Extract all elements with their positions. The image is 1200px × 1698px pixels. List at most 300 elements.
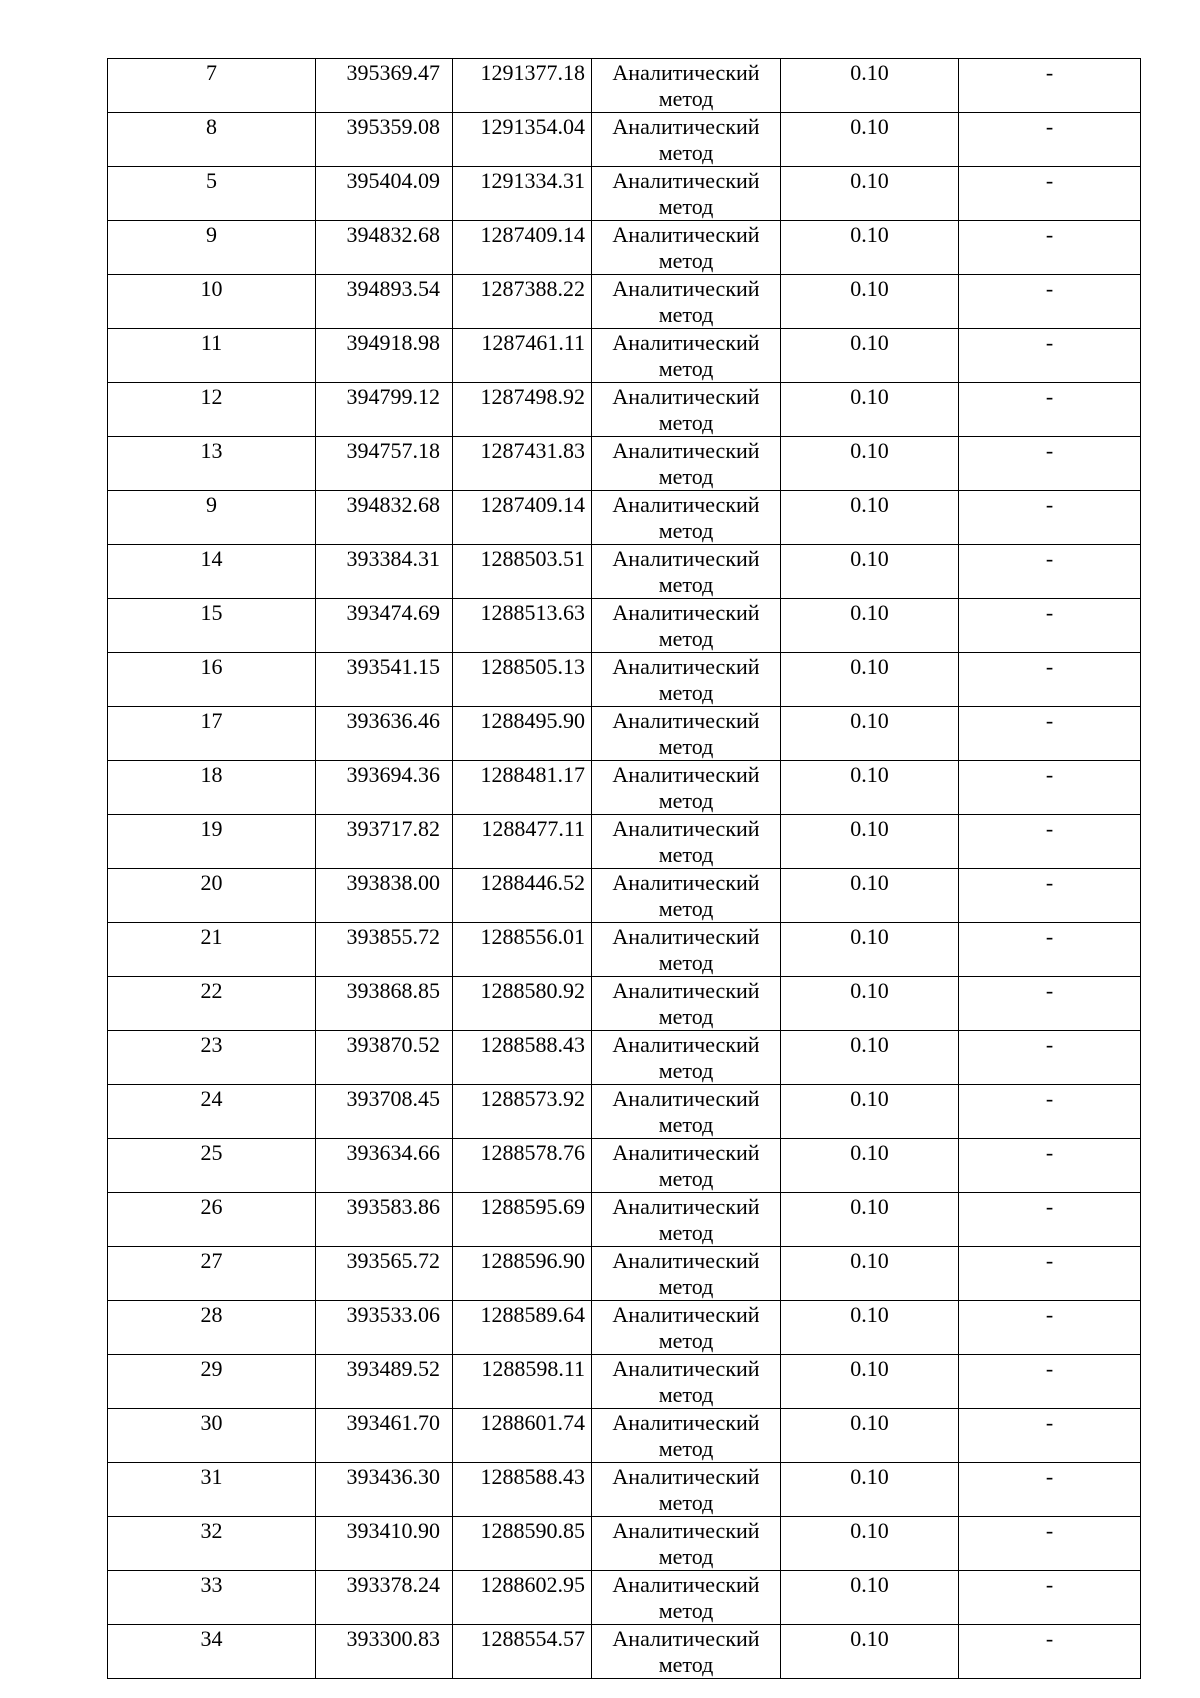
method-cell-text: Аналитический метод	[612, 1464, 760, 1515]
x-coordinate-cell-text: 395359.08	[346, 114, 440, 139]
x-coordinate-cell-text: 394757.18	[346, 438, 440, 463]
method-cell-text: Аналитический метод	[612, 978, 760, 1029]
description-cell-text: -	[1045, 1626, 1054, 1651]
point-number-cell-text: 9	[206, 492, 217, 517]
description-cell	[959, 869, 1141, 923]
description-cell-text: -	[1045, 1086, 1054, 1111]
method-cell	[592, 491, 781, 545]
point-number-cell	[108, 167, 316, 221]
description-cell-text: -	[1045, 492, 1054, 517]
x-coordinate-cell	[316, 1355, 453, 1409]
y-coordinate-cell-text: 1288573.92	[480, 1086, 585, 1111]
accuracy-cell-text: 0.10	[850, 816, 889, 841]
accuracy-cell	[781, 1247, 959, 1301]
accuracy-cell	[781, 329, 959, 383]
x-coordinate-cell-text: 395369.47	[346, 60, 440, 85]
accuracy-cell-text: 0.10	[850, 384, 889, 409]
description-cell-text: -	[1045, 114, 1054, 139]
description-cell	[959, 113, 1141, 167]
point-number-cell	[108, 1085, 316, 1139]
method-cell	[592, 1463, 781, 1517]
description-cell-text: -	[1045, 1032, 1054, 1057]
method-cell	[592, 1139, 781, 1193]
x-coordinate-cell	[316, 653, 453, 707]
accuracy-cell	[781, 167, 959, 221]
y-coordinate-cell	[453, 1085, 592, 1139]
x-coordinate-cell-text: 394799.12	[346, 384, 440, 409]
point-number-cell-text: 12	[200, 384, 223, 409]
point-number-cell-text: 15	[200, 600, 223, 625]
table-row	[108, 1301, 1141, 1355]
table-row	[108, 491, 1141, 545]
method-cell-text: Аналитический метод	[612, 1086, 760, 1137]
method-cell	[592, 59, 781, 113]
accuracy-cell	[781, 653, 959, 707]
table-row	[108, 545, 1141, 599]
x-coordinate-cell	[316, 869, 453, 923]
table-row	[108, 1409, 1141, 1463]
description-cell-text: -	[1045, 222, 1054, 247]
accuracy-cell-text: 0.10	[850, 1248, 889, 1273]
table-row	[108, 275, 1141, 329]
accuracy-cell-text: 0.10	[850, 978, 889, 1003]
method-cell-text: Аналитический метод	[612, 1248, 760, 1299]
point-number-cell	[108, 1409, 316, 1463]
method-cell-text: Аналитический метод	[612, 222, 760, 273]
y-coordinate-cell	[453, 1571, 592, 1625]
accuracy-cell	[781, 491, 959, 545]
point-number-cell-text: 31	[200, 1464, 223, 1489]
x-coordinate-cell-text: 394832.68	[346, 492, 440, 517]
point-number-cell	[108, 815, 316, 869]
table-row	[108, 869, 1141, 923]
point-number-cell-text: 8	[206, 114, 217, 139]
y-coordinate-cell	[453, 923, 592, 977]
method-cell-text: Аналитический метод	[612, 1032, 760, 1083]
y-coordinate-cell-text: 1288598.11	[481, 1356, 585, 1381]
accuracy-cell-text: 0.10	[850, 546, 889, 571]
x-coordinate-cell	[316, 1517, 453, 1571]
x-coordinate-cell	[316, 599, 453, 653]
x-coordinate-cell-text: 393533.06	[346, 1302, 440, 1327]
y-coordinate-cell-text: 1288590.85	[480, 1518, 585, 1543]
accuracy-cell	[781, 707, 959, 761]
table-row	[108, 1355, 1141, 1409]
y-coordinate-cell	[453, 869, 592, 923]
accuracy-cell	[781, 923, 959, 977]
description-cell	[959, 707, 1141, 761]
point-number-cell-text: 24	[200, 1086, 223, 1111]
point-number-cell	[108, 1247, 316, 1301]
method-cell-text: Аналитический метод	[612, 276, 760, 327]
description-cell-text: -	[1045, 600, 1054, 625]
accuracy-cell-text: 0.10	[850, 330, 889, 355]
x-coordinate-cell	[316, 275, 453, 329]
method-cell-text: Аналитический метод	[612, 870, 760, 921]
description-cell	[959, 1625, 1141, 1679]
accuracy-cell	[781, 383, 959, 437]
x-coordinate-cell	[316, 1301, 453, 1355]
x-coordinate-cell-text: 393708.45	[346, 1086, 440, 1111]
accuracy-cell-text: 0.10	[850, 708, 889, 733]
accuracy-cell-text: 0.10	[850, 1464, 889, 1489]
method-cell-text: Аналитический метод	[612, 492, 760, 543]
point-number-cell-text: 18	[200, 762, 223, 787]
y-coordinate-cell-text: 1288588.43	[480, 1032, 585, 1057]
table-row	[108, 383, 1141, 437]
y-coordinate-cell-text: 1288554.57	[480, 1626, 585, 1651]
accuracy-cell	[781, 869, 959, 923]
description-cell	[959, 761, 1141, 815]
table-row	[108, 113, 1141, 167]
method-cell-text: Аналитический метод	[612, 546, 760, 597]
table-row	[108, 653, 1141, 707]
method-cell-text: Аналитический метод	[612, 168, 760, 219]
method-cell-text: Аналитический метод	[612, 762, 760, 813]
point-number-cell	[108, 761, 316, 815]
method-cell	[592, 1031, 781, 1085]
point-number-cell-text: 13	[200, 438, 223, 463]
x-coordinate-cell	[316, 221, 453, 275]
y-coordinate-cell	[453, 1463, 592, 1517]
accuracy-cell	[781, 545, 959, 599]
point-number-cell	[108, 1517, 316, 1571]
x-coordinate-cell-text: 393855.72	[346, 924, 440, 949]
method-cell-text: Аналитический метод	[612, 924, 760, 975]
point-number-cell-text: 23	[200, 1032, 223, 1057]
x-coordinate-cell	[316, 761, 453, 815]
method-cell-text: Аналитический метод	[612, 114, 760, 165]
point-number-cell-text: 25	[200, 1140, 223, 1165]
accuracy-cell	[781, 437, 959, 491]
y-coordinate-cell	[453, 977, 592, 1031]
description-cell-text: -	[1045, 1302, 1054, 1327]
x-coordinate-cell	[316, 329, 453, 383]
accuracy-cell	[781, 761, 959, 815]
x-coordinate-cell	[316, 977, 453, 1031]
point-number-cell-text: 28	[200, 1302, 223, 1327]
y-coordinate-cell-text: 1288602.95	[480, 1572, 585, 1597]
y-coordinate-cell-text: 1288505.13	[480, 654, 585, 679]
x-coordinate-cell-text: 393583.86	[346, 1194, 440, 1219]
method-cell	[592, 1409, 781, 1463]
accuracy-cell-text: 0.10	[850, 924, 889, 949]
method-cell	[592, 1571, 781, 1625]
method-cell	[592, 707, 781, 761]
method-cell-text: Аналитический метод	[612, 384, 760, 435]
accuracy-cell-text: 0.10	[850, 1140, 889, 1165]
y-coordinate-cell	[453, 599, 592, 653]
method-cell-text: Аналитический метод	[612, 1626, 760, 1677]
table-row	[108, 1517, 1141, 1571]
x-coordinate-cell	[316, 491, 453, 545]
point-number-cell	[108, 1355, 316, 1409]
description-cell	[959, 923, 1141, 977]
description-cell-text: -	[1045, 816, 1054, 841]
y-coordinate-cell	[453, 761, 592, 815]
method-cell	[592, 1193, 781, 1247]
y-coordinate-cell-text: 1287409.14	[480, 492, 585, 517]
description-cell	[959, 437, 1141, 491]
description-cell-text: -	[1045, 276, 1054, 301]
y-coordinate-cell-text: 1288513.63	[480, 600, 585, 625]
description-cell-text: -	[1045, 870, 1054, 895]
y-coordinate-cell	[453, 707, 592, 761]
accuracy-cell	[781, 1193, 959, 1247]
method-cell	[592, 1517, 781, 1571]
x-coordinate-cell	[316, 1409, 453, 1463]
y-coordinate-cell-text: 1287431.83	[480, 438, 585, 463]
y-coordinate-cell-text: 1288580.92	[480, 978, 585, 1003]
description-cell-text: -	[1045, 60, 1054, 85]
y-coordinate-cell-text: 1291377.18	[480, 60, 585, 85]
point-number-cell	[108, 1031, 316, 1085]
x-coordinate-cell	[316, 383, 453, 437]
table-row	[108, 59, 1141, 113]
x-coordinate-cell	[316, 815, 453, 869]
description-cell	[959, 1031, 1141, 1085]
y-coordinate-cell	[453, 1355, 592, 1409]
table-row	[108, 1139, 1141, 1193]
accuracy-cell	[781, 1517, 959, 1571]
method-cell	[592, 815, 781, 869]
x-coordinate-cell-text: 393634.66	[346, 1140, 440, 1165]
y-coordinate-cell	[453, 329, 592, 383]
point-number-cell	[108, 491, 316, 545]
accuracy-cell-text: 0.10	[850, 870, 889, 895]
accuracy-cell-text: 0.10	[850, 762, 889, 787]
y-coordinate-cell-text: 1287498.92	[480, 384, 585, 409]
x-coordinate-cell-text: 393378.24	[346, 1572, 440, 1597]
method-cell	[592, 869, 781, 923]
point-number-cell	[108, 653, 316, 707]
y-coordinate-cell	[453, 275, 592, 329]
description-cell-text: -	[1045, 1194, 1054, 1219]
y-coordinate-cell	[453, 59, 592, 113]
description-cell	[959, 1139, 1141, 1193]
table-row	[108, 1247, 1141, 1301]
accuracy-cell	[781, 1085, 959, 1139]
method-cell-text: Аналитический метод	[612, 708, 760, 759]
description-cell-text: -	[1045, 1248, 1054, 1273]
y-coordinate-cell	[453, 221, 592, 275]
point-number-cell-text: 27	[200, 1248, 223, 1273]
description-cell	[959, 1085, 1141, 1139]
accuracy-cell	[781, 221, 959, 275]
x-coordinate-cell	[316, 167, 453, 221]
method-cell	[592, 167, 781, 221]
accuracy-cell-text: 0.10	[850, 1194, 889, 1219]
point-number-cell-text: 33	[200, 1572, 223, 1597]
point-number-cell	[108, 1193, 316, 1247]
accuracy-cell	[781, 113, 959, 167]
point-number-cell	[108, 275, 316, 329]
x-coordinate-cell	[316, 1247, 453, 1301]
x-coordinate-cell	[316, 1031, 453, 1085]
description-cell-text: -	[1045, 438, 1054, 463]
description-cell	[959, 545, 1141, 599]
point-number-cell-text: 17	[200, 708, 223, 733]
method-cell-text: Аналитический метод	[612, 438, 760, 489]
accuracy-cell	[781, 1409, 959, 1463]
description-cell-text: -	[1045, 1356, 1054, 1381]
y-coordinate-cell-text: 1288595.69	[480, 1194, 585, 1219]
accuracy-cell	[781, 1571, 959, 1625]
point-number-cell-text: 16	[200, 654, 223, 679]
x-coordinate-cell-text: 393384.31	[346, 546, 440, 571]
point-number-cell-text: 9	[206, 222, 217, 247]
y-coordinate-cell-text: 1288556.01	[480, 924, 585, 949]
table-row	[108, 437, 1141, 491]
accuracy-cell	[781, 1355, 959, 1409]
point-number-cell	[108, 59, 316, 113]
method-cell-text: Аналитический метод	[612, 816, 760, 867]
point-number-cell-text: 5	[206, 168, 217, 193]
y-coordinate-cell	[453, 383, 592, 437]
accuracy-cell	[781, 1301, 959, 1355]
y-coordinate-cell-text: 1288596.90	[480, 1248, 585, 1273]
x-coordinate-cell	[316, 1571, 453, 1625]
point-number-cell	[108, 113, 316, 167]
description-cell-text: -	[1045, 1410, 1054, 1435]
point-number-cell	[108, 1571, 316, 1625]
x-coordinate-cell	[316, 1625, 453, 1679]
point-number-cell-text: 10	[200, 276, 223, 301]
method-cell-text: Аналитический метод	[612, 1410, 760, 1461]
coordinates-table	[107, 58, 1141, 1679]
table-row	[108, 167, 1141, 221]
point-number-cell	[108, 923, 316, 977]
point-number-cell	[108, 1625, 316, 1679]
description-cell-text: -	[1045, 1464, 1054, 1489]
x-coordinate-cell-text: 394918.98	[346, 330, 440, 355]
accuracy-cell	[781, 1463, 959, 1517]
point-number-cell-text: 34	[200, 1626, 223, 1651]
y-coordinate-cell	[453, 815, 592, 869]
point-number-cell	[108, 599, 316, 653]
y-coordinate-cell-text: 1287388.22	[480, 276, 585, 301]
accuracy-cell	[781, 977, 959, 1031]
table-row	[108, 221, 1141, 275]
method-cell	[592, 1625, 781, 1679]
point-number-cell-text: 19	[200, 816, 223, 841]
x-coordinate-cell	[316, 437, 453, 491]
table-row	[108, 1463, 1141, 1517]
accuracy-cell-text: 0.10	[850, 1032, 889, 1057]
point-number-cell	[108, 707, 316, 761]
description-cell	[959, 1247, 1141, 1301]
y-coordinate-cell-text: 1288481.17	[480, 762, 585, 787]
accuracy-cell-text: 0.10	[850, 168, 889, 193]
description-cell-text: -	[1045, 924, 1054, 949]
description-cell	[959, 275, 1141, 329]
method-cell-text: Аналитический метод	[612, 1518, 760, 1569]
x-coordinate-cell	[316, 1193, 453, 1247]
point-number-cell-text: 11	[200, 330, 223, 355]
x-coordinate-cell	[316, 1139, 453, 1193]
method-cell	[592, 1247, 781, 1301]
accuracy-cell	[781, 275, 959, 329]
point-number-cell-text: 21	[200, 924, 223, 949]
description-cell-text: -	[1045, 708, 1054, 733]
accuracy-cell-text: 0.10	[850, 1086, 889, 1111]
description-cell	[959, 59, 1141, 113]
table-row	[108, 923, 1141, 977]
method-cell-text: Аналитический метод	[612, 1302, 760, 1353]
y-coordinate-cell	[453, 113, 592, 167]
table-row	[108, 599, 1141, 653]
y-coordinate-cell	[453, 1247, 592, 1301]
x-coordinate-cell-text: 393410.90	[346, 1518, 440, 1543]
y-coordinate-cell-text: 1291354.04	[480, 114, 585, 139]
y-coordinate-cell	[453, 1409, 592, 1463]
y-coordinate-cell	[453, 1031, 592, 1085]
y-coordinate-cell	[453, 167, 592, 221]
accuracy-cell-text: 0.10	[850, 654, 889, 679]
method-cell-text: Аналитический метод	[612, 1356, 760, 1407]
description-cell	[959, 815, 1141, 869]
description-cell	[959, 221, 1141, 275]
description-cell	[959, 1193, 1141, 1247]
table-row	[108, 707, 1141, 761]
x-coordinate-cell-text: 393838.00	[346, 870, 440, 895]
description-cell	[959, 1463, 1141, 1517]
point-number-cell	[108, 545, 316, 599]
x-coordinate-cell-text: 393870.52	[346, 1032, 440, 1057]
x-coordinate-cell-text: 394832.68	[346, 222, 440, 247]
x-coordinate-cell	[316, 545, 453, 599]
y-coordinate-cell	[453, 491, 592, 545]
description-cell	[959, 1409, 1141, 1463]
description-cell	[959, 1301, 1141, 1355]
method-cell	[592, 599, 781, 653]
x-coordinate-cell-text: 393461.70	[346, 1410, 440, 1435]
method-cell-text: Аналитический метод	[612, 600, 760, 651]
point-number-cell	[108, 383, 316, 437]
accuracy-cell-text: 0.10	[850, 1518, 889, 1543]
y-coordinate-cell-text: 1288495.90	[480, 708, 585, 733]
accuracy-cell-text: 0.10	[850, 1572, 889, 1597]
y-coordinate-cell	[453, 1193, 592, 1247]
x-coordinate-cell-text: 393300.83	[346, 1626, 440, 1651]
x-coordinate-cell-text: 393436.30	[346, 1464, 440, 1489]
table-row	[108, 1031, 1141, 1085]
description-cell	[959, 383, 1141, 437]
method-cell-text: Аналитический метод	[612, 1572, 760, 1623]
table-row	[108, 1571, 1141, 1625]
accuracy-cell-text: 0.10	[850, 276, 889, 301]
y-coordinate-cell-text: 1288503.51	[480, 546, 585, 571]
accuracy-cell	[781, 59, 959, 113]
y-coordinate-cell	[453, 1301, 592, 1355]
accuracy-cell	[781, 815, 959, 869]
method-cell	[592, 761, 781, 815]
x-coordinate-cell-text: 393868.85	[346, 978, 440, 1003]
point-number-cell-text: 29	[200, 1356, 223, 1381]
description-cell	[959, 167, 1141, 221]
coordinates-table-body	[108, 59, 1141, 1679]
table-row	[108, 977, 1141, 1031]
description-cell	[959, 491, 1141, 545]
point-number-cell	[108, 869, 316, 923]
description-cell	[959, 653, 1141, 707]
method-cell	[592, 653, 781, 707]
point-number-cell-text: 30	[200, 1410, 223, 1435]
method-cell	[592, 221, 781, 275]
x-coordinate-cell	[316, 1085, 453, 1139]
x-coordinate-cell-text: 393717.82	[346, 816, 440, 841]
description-cell	[959, 1355, 1141, 1409]
